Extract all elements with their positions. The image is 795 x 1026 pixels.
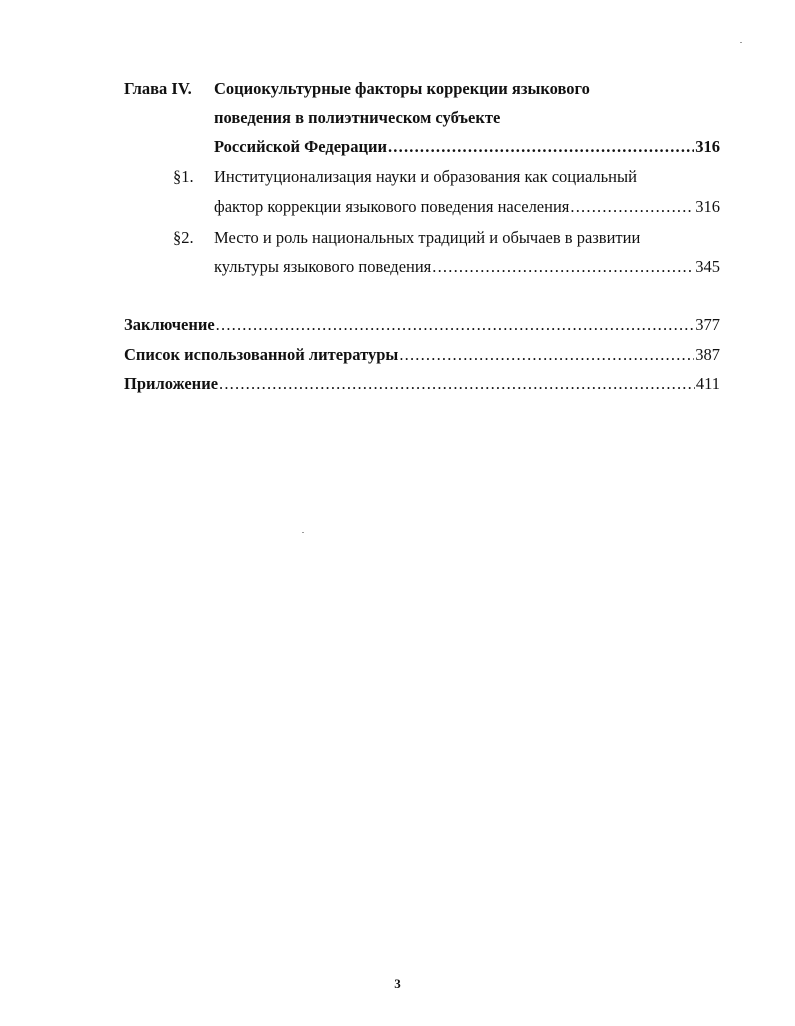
appendix-page-number: 411 bbox=[695, 374, 720, 393]
leader-dots bbox=[432, 257, 694, 277]
chapter-title-line-2: поведения в полиэтническом субъекте bbox=[214, 108, 501, 127]
section-2-title-line-2: культуры языкового поведения bbox=[214, 257, 432, 276]
appendix-entry[interactable] bbox=[124, 374, 720, 394]
section-1-title-line-1: Институционализация науки и образования как социальный bbox=[214, 167, 637, 186]
page-number: 3 bbox=[394, 976, 401, 991]
section-2-page-number: 345 bbox=[695, 257, 720, 276]
section-2-entry[interactable] bbox=[214, 257, 720, 277]
chapter-title-line-3: Российской Федерации bbox=[214, 137, 387, 156]
references-entry[interactable] bbox=[124, 345, 720, 365]
scan-speck bbox=[740, 42, 742, 43]
section-1-entry[interactable] bbox=[214, 197, 720, 217]
references-page-number: 387 bbox=[695, 345, 720, 364]
section-2-title-line-1: Место и роль национальных традиций и обычаев в развитии bbox=[214, 228, 641, 247]
conclusion-page-number: 377 bbox=[695, 315, 720, 334]
chapter-label: Глава IV. bbox=[124, 79, 192, 98]
section-1-title-line-2: фактор коррекции языкового поведения населения bbox=[214, 197, 570, 216]
leader-dots bbox=[570, 197, 694, 217]
chapter-page-number: 316 bbox=[695, 137, 720, 156]
section-1-page-number: 316 bbox=[695, 197, 720, 216]
references-title: Список использованной литературы bbox=[124, 345, 399, 364]
leader-dots bbox=[388, 137, 694, 157]
appendix-title: Приложение bbox=[124, 374, 219, 393]
leader-dots bbox=[219, 374, 695, 394]
leader-dots bbox=[216, 315, 695, 335]
scan-speck bbox=[302, 532, 304, 533]
leader-dots bbox=[399, 345, 694, 365]
chapter-title-line-1: Социокультурные факторы коррекции языкового bbox=[214, 79, 590, 98]
conclusion-title: Заключение bbox=[124, 315, 215, 334]
section-1-mark: §1. bbox=[173, 167, 194, 186]
conclusion-entry[interactable] bbox=[124, 315, 720, 335]
section-2-mark: §2. bbox=[173, 228, 194, 247]
chapter-title-entry[interactable] bbox=[214, 137, 720, 157]
